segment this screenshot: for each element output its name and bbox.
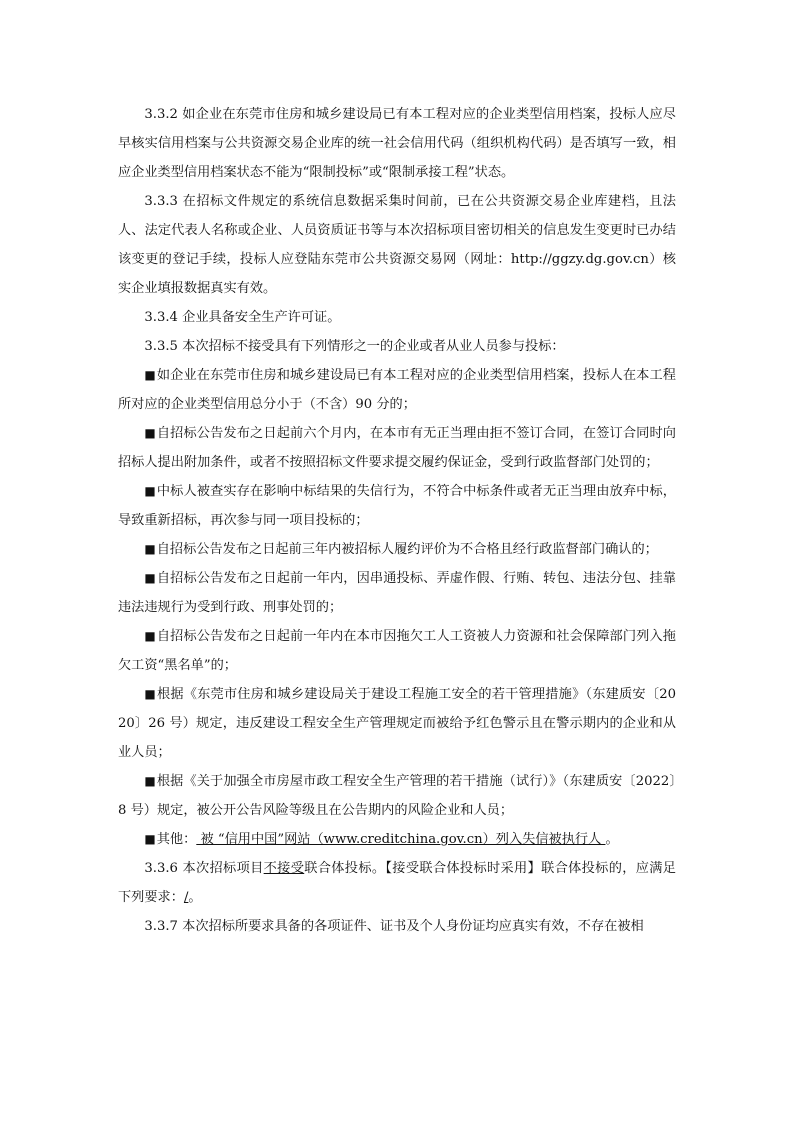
bullet-text: 如企业在东莞市住房和城乡建设局已有本工程对应的企业类型信用档案，投标人在本工程所对应的企业类型信用总分小于（不含）90 分的； <box>118 368 676 412</box>
bullet-item-collusion-penalty <box>118 564 676 622</box>
square-bullet-icon: ■ <box>144 542 156 556</box>
document-body <box>118 100 676 941</box>
bullet-item-contract-refusal <box>118 419 676 477</box>
square-bullet-icon: ■ <box>144 426 156 440</box>
bullet-item-wage-blacklist <box>118 622 676 680</box>
bullet-text: 根据《东莞市住房和城乡建设局关于建设工程施工安全的若干管理措施》（东建质安〔2020〕26 号）规定，违反建设工程安全生产管理规定而被给予红色警示且在警示期内的企业和从业人员； <box>118 687 676 760</box>
underlined-fill-in-text: 被 “信用中国”网站（www.creditchina.gov.cn）列入失信被执行人 <box>196 832 606 847</box>
bullet-suffix: 。 <box>605 832 619 847</box>
bullet-item-dishonest-winner <box>118 477 676 535</box>
bullet-item-red-warning <box>118 680 676 767</box>
square-bullet-icon: ■ <box>144 368 156 382</box>
bullet-text: 自招标公告发布之日起前一年内，因串通投标、弄虚作假、行贿、转包、违法分包、挂靠违法违规行为受到行政、刑事处罚的； <box>118 571 676 615</box>
paragraph-3-3-3: 3.3.3 在招标文件规定的系统信息数据采集时间前，已在公共资源交易企业库建档，且法人、法定代表人名称或企业、人员资质证书等与本次招标项目密切相关的信息发生变更时已办结该变更的登记手续，投标人应登陆东莞市公共资源交易网（网址：http://ggzy.dg.gov.cn）核实企业填报数据真实有效。 <box>118 194 676 296</box>
bullet-label: 其他： <box>156 832 197 847</box>
square-bullet-icon: ■ <box>144 774 156 788</box>
bullet-text: 自招标公告发布之日起前三年内被招标人履约评价为不合格且经行政监督部门确认的； <box>156 542 658 557</box>
square-bullet-icon: ■ <box>144 571 156 585</box>
square-bullet-icon: ■ <box>144 629 156 643</box>
bullet-text: 中标人被查实存在影响中标结果的失信行为，不符合中标条件或者无正当理由放弃中标，导致重新招标，再次参与同一项目投标的； <box>118 484 676 528</box>
square-bullet-icon: ■ <box>144 484 156 498</box>
paragraph-3-3-5: 3.3.5 本次招标不接受具有下列情形之一的企业或者从业人员参与投标： <box>144 339 565 354</box>
bullet-text: 自招标公告发布之日起前六个月内，在本市有无正当理由拒不签订合同，在签订合同时向招标人提出附加条件，或者不按照招标文件要求提交履约保证金，受到行政监督部门处罚的； <box>118 426 676 470</box>
paragraph-3-3-6 <box>118 854 676 912</box>
underlined-option: 不接受 <box>263 861 305 876</box>
bullet-item-risk-level <box>118 767 676 825</box>
bullet-item-other <box>118 825 676 854</box>
bullet-item-credit-score <box>118 361 676 419</box>
p336-middle: 联合体投标。【接受联合体投标时采用】联合体投标的，应满足下列要求： <box>118 861 676 905</box>
bullet-text: 根据《关于加强全市房屋市政工程安全生产管理的若干措施（试行）》（东建质安〔2022〕8 号）规定，被公开公告风险等级且在公告期内的风险企业和人员； <box>118 774 676 818</box>
p336-suffix: 。 <box>188 890 202 905</box>
paragraph-3-3-7: 3.3.7 本次招标所要求具备的各项证件、证书及个人身份证均应真实有效，不存在被相 <box>144 919 644 934</box>
bullet-item-performance-evaluation <box>118 535 676 564</box>
square-bullet-icon: ■ <box>144 687 156 701</box>
bullet-text: 自招标公告发布之日起前一年内在本市因拖欠工人工资被人力资源和社会保障部门列入拖欠工资“黑名单”的； <box>118 629 676 673</box>
paragraph-3-3-4: 3.3.4 企业具备安全生产许可证。 <box>144 310 341 325</box>
underlined-fill-in-value: / <box>183 890 189 905</box>
paragraph-3-3-2: 3.3.2 如企业在东莞市住房和城乡建设局已有本工程对应的企业类型信用档案，投标人应尽早核实信用档案与公共资源交易企业库的统一社会信用代码（组织机构代码）是否填写一致，相应企业类型信用档案状态不能为“限制投标”或“限制承接工程”状态。 <box>118 107 676 180</box>
square-bullet-icon: ■ <box>144 832 156 846</box>
p336-prefix: 3.3.6 本次招标项目 <box>144 861 264 876</box>
